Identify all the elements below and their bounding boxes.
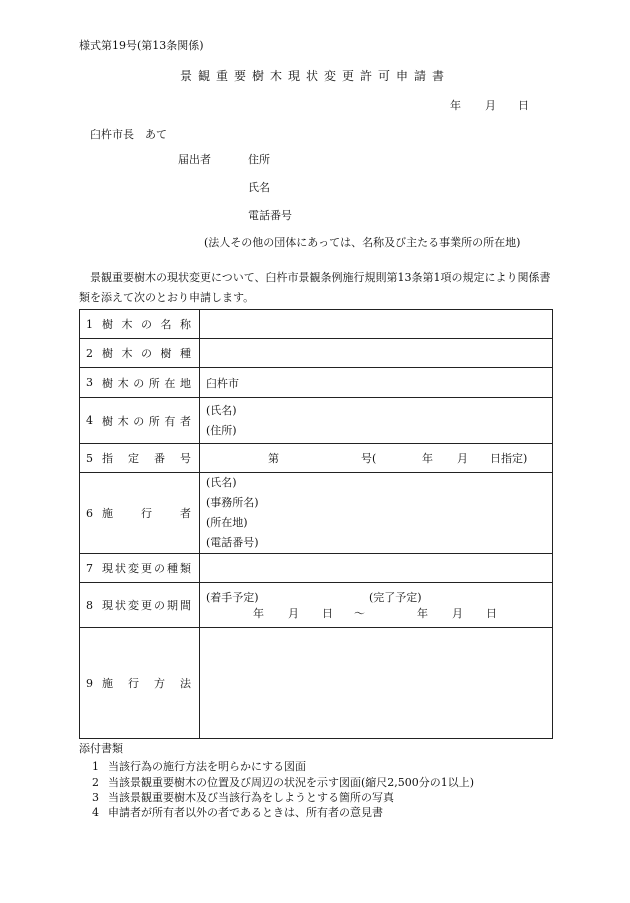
tilde: ～ bbox=[354, 607, 365, 620]
row-tree-name: 1 樹 木 の 名 称 bbox=[80, 310, 553, 339]
applicant-phone-label: 電話番号 bbox=[248, 209, 292, 222]
attachment-item: 2 当該景観重要樹木の位置及び周辺の状況を示す図面(縮尺2,500分の1以上) bbox=[92, 776, 475, 789]
row-tree-owner: 4 樹 木 の 所 有 者 (氏名) (住所) bbox=[80, 398, 553, 444]
row-operation-method: 9 施 行 方 法 bbox=[80, 628, 553, 739]
label-tree-species: 樹 木 の 樹 種 bbox=[102, 347, 191, 360]
row-operator: 6 施 行 者 (氏名) (事務所名) (所在地) (電話番号) bbox=[80, 473, 553, 554]
label-operator: 施 行 者 bbox=[102, 507, 191, 520]
value-tree-location: 臼杵市 bbox=[206, 376, 239, 390]
row-designation-number: 5 指 定 番 号 第 号( 年 月 日指定) bbox=[80, 444, 553, 473]
attachment-item: 3 当該景観重要樹木及び当該行為をしようとする箇所の写真 bbox=[92, 791, 394, 804]
row-change-type: 7 現 状 変 更 の 種 類 bbox=[80, 554, 553, 583]
owner-name-line: (氏名) bbox=[206, 403, 237, 417]
form-number: 様式第19号(第13条関係) bbox=[79, 39, 204, 52]
field-tree-owner[interactable] bbox=[200, 398, 553, 444]
document-title: 景観重要樹木現状変更許可申請書 bbox=[179, 69, 450, 83]
field-operator[interactable]: (氏名) (事務所名) (所在地) (電話番号) bbox=[200, 473, 553, 554]
label-tree-location: 樹 木 の 所 在 地 bbox=[102, 376, 191, 390]
field-tree-name[interactable] bbox=[200, 310, 553, 339]
field-tree-species[interactable] bbox=[200, 339, 553, 368]
field-tree-location[interactable] bbox=[200, 368, 553, 398]
field-designation-number[interactable]: 第 号( 年 月 日指定) bbox=[200, 444, 553, 473]
end-label: (完了予定) bbox=[369, 591, 422, 604]
label-designation-number: 指 定 番 号 bbox=[102, 452, 191, 465]
field-operation-method[interactable] bbox=[200, 628, 553, 739]
label-change-period: 現 状 変 更 の 期 間 bbox=[102, 599, 191, 612]
row-change-period: 8 現 状 変 更 の 期 間 (着手予定) (完了予定) 年 月 日 ～ 年 月 日 bbox=[80, 583, 553, 628]
label-operation-method: 施 行 方 法 bbox=[102, 677, 191, 690]
application-form-table bbox=[79, 309, 553, 739]
label-tree-name: 樹 木 の 名 称 bbox=[102, 318, 191, 331]
row-tree-species: 2 樹 木 の 樹 種 bbox=[80, 339, 553, 368]
addressee: 臼杵市長 あて bbox=[90, 128, 167, 141]
field-change-period[interactable]: (着手予定) (完了予定) 年 月 日 ～ 年 月 日 bbox=[200, 583, 553, 628]
date-month: 月 bbox=[485, 99, 496, 112]
corporation-note: (法人その他の団体にあっては、名称及び主たる事業所の所在地) bbox=[204, 236, 521, 249]
applicant-address-label: 住所 bbox=[248, 153, 270, 166]
attachment-item: 4 申請者が所有者以外の者であるときは、所有者の意見書 bbox=[92, 806, 383, 819]
attachment-item: 1 当該行為の施行方法を明らかにする図面 bbox=[92, 760, 306, 773]
attachments-heading: 添付書類 bbox=[79, 742, 123, 755]
applicant-label: 届出者 bbox=[178, 153, 211, 166]
row-tree-location: 3 樹 木 の 所 在 地 臼杵市 bbox=[80, 368, 553, 398]
date-day: 日 bbox=[518, 99, 529, 112]
applicant-name-label: 氏名 bbox=[248, 181, 270, 194]
application-statement: 景観重要樹木の現状変更について、臼杵市景観条例施行規則第13条第1項の規定により関係書類を添えて次のとおり申請します。 bbox=[79, 271, 551, 304]
label-change-type: 現 状 変 更 の 種 類 bbox=[102, 562, 191, 575]
owner-address-line: (住所) bbox=[206, 423, 237, 437]
start-label: (着手予定) bbox=[206, 591, 259, 604]
field-change-type[interactable] bbox=[200, 554, 553, 583]
date-year: 年 bbox=[450, 99, 461, 112]
label-tree-owner: 樹 木 の 所 有 者 bbox=[102, 414, 191, 428]
